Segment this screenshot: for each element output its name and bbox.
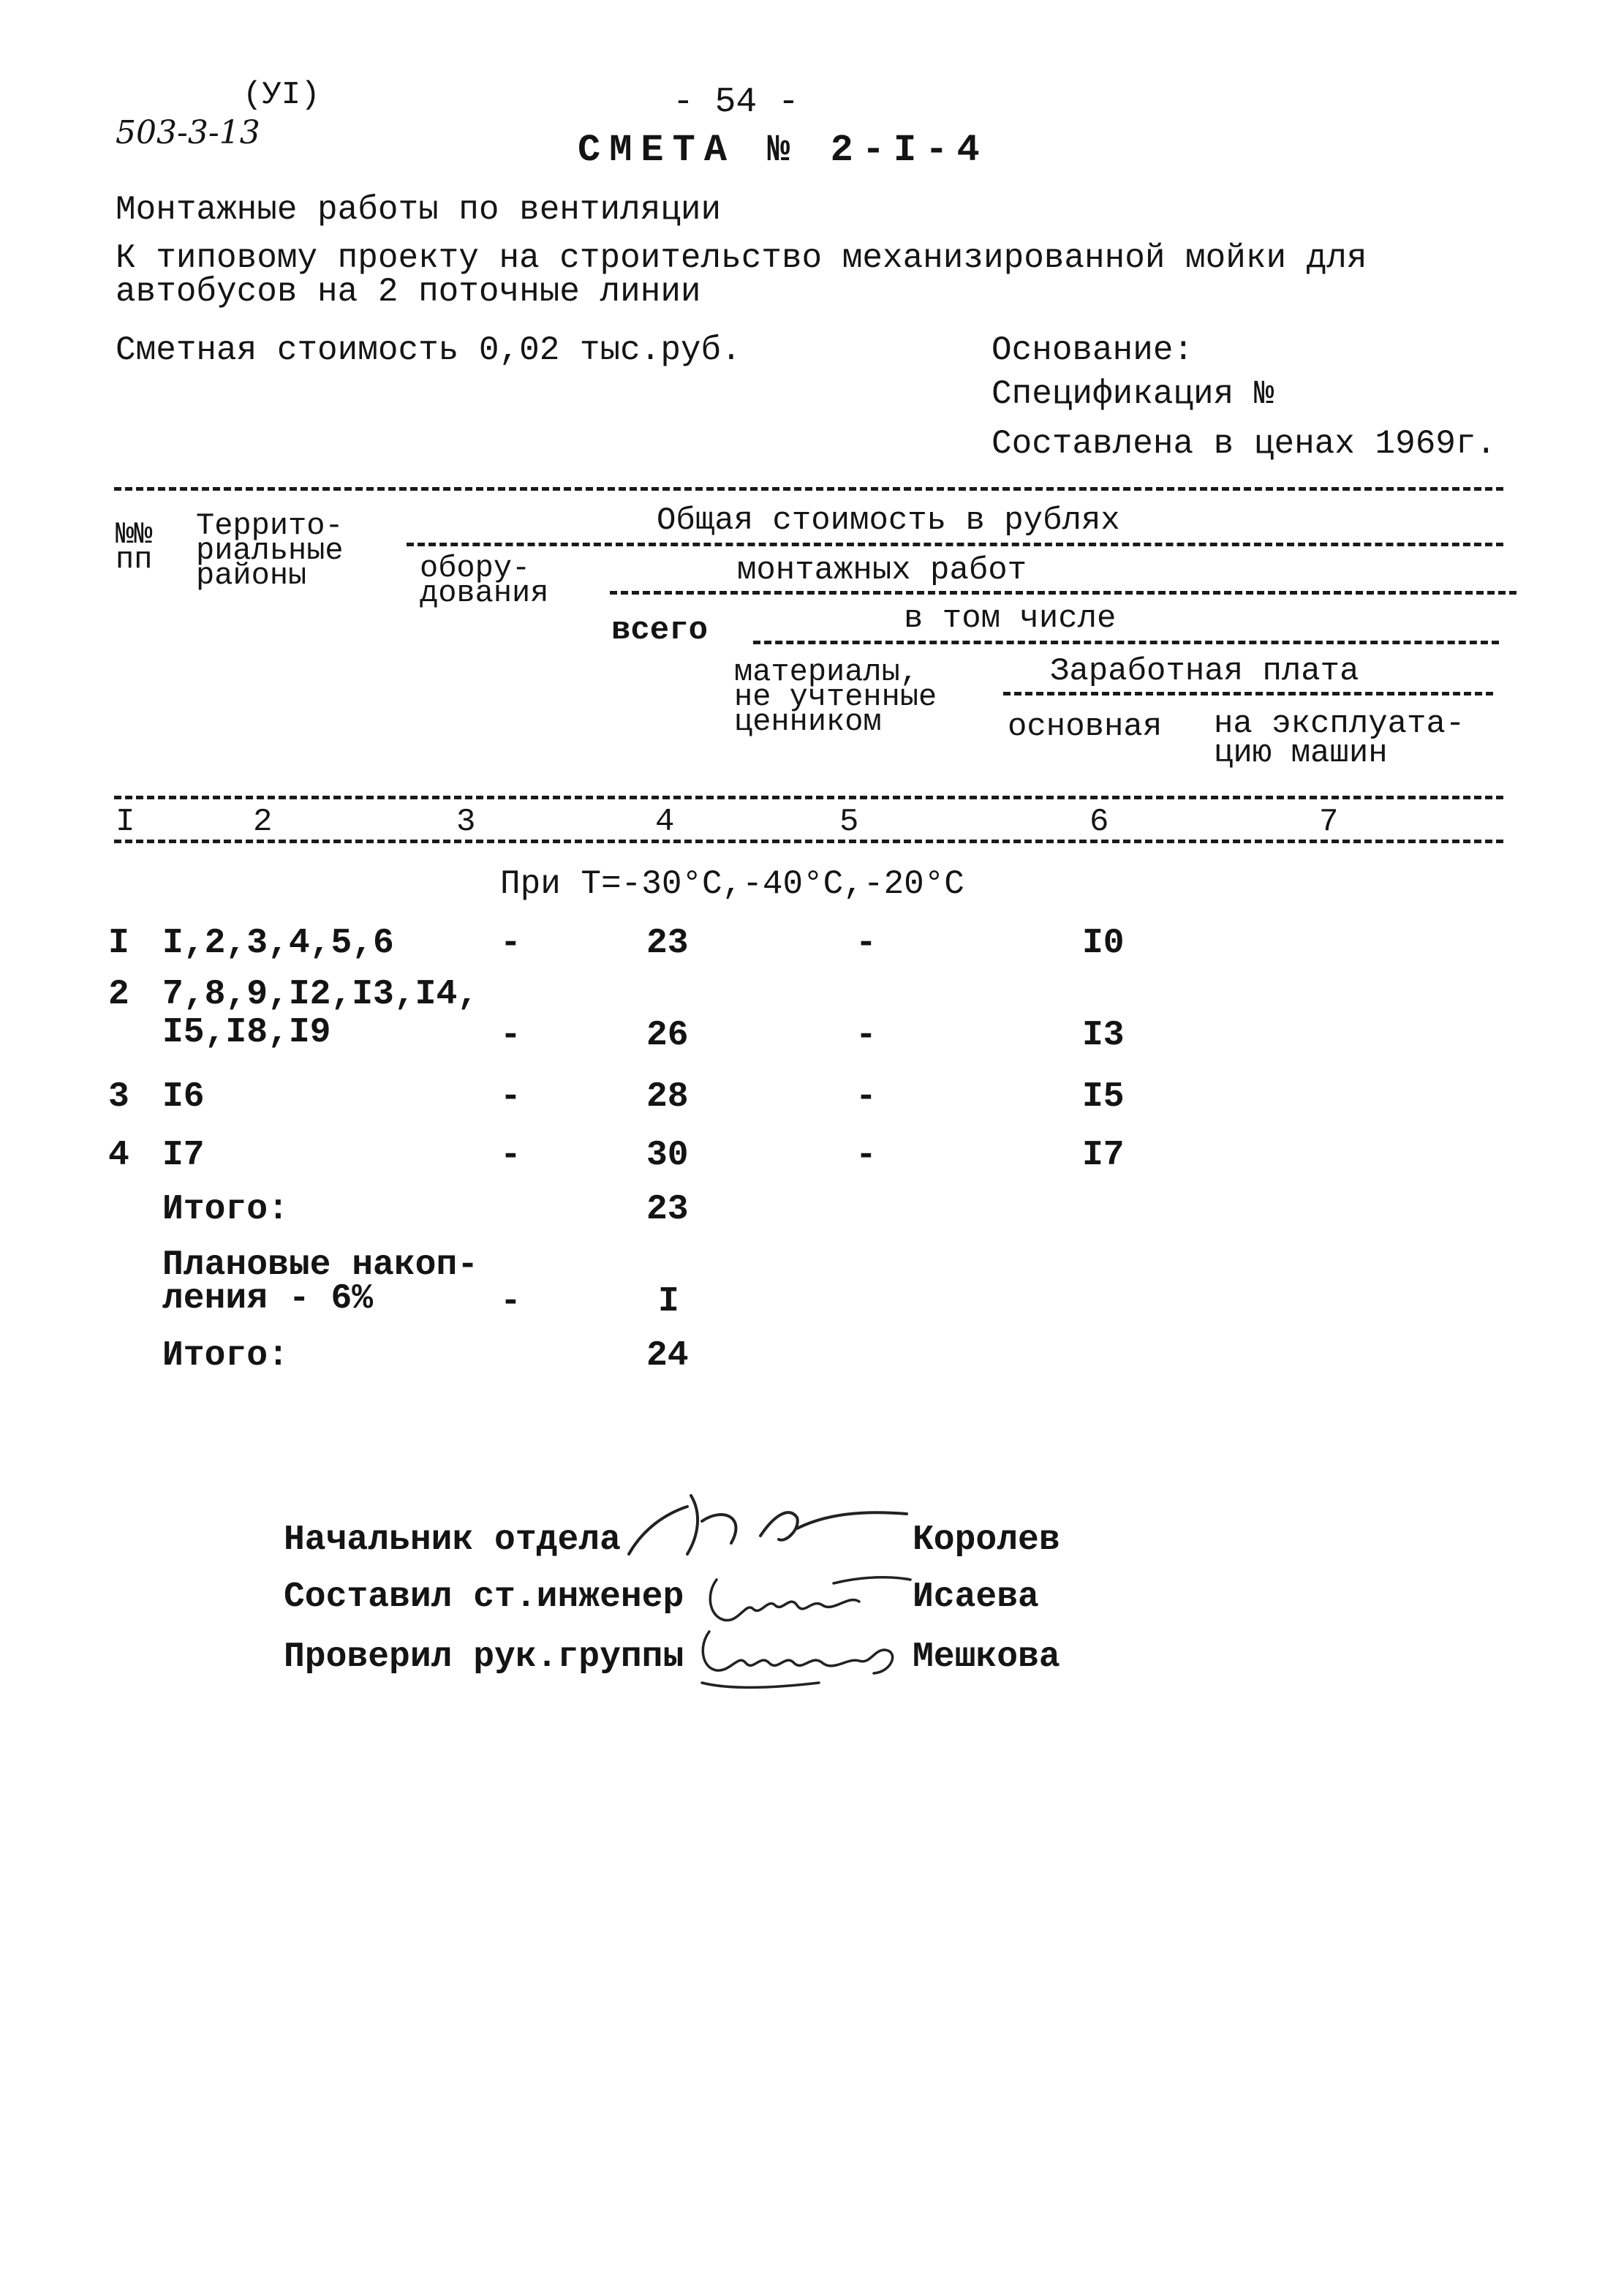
row-1-materials: - <box>856 924 877 963</box>
column-machines-header-line2: цию машин <box>1214 735 1388 772</box>
column-materials-header <box>734 655 937 739</box>
subtotal-value: 23 <box>646 1190 689 1229</box>
row-2-wages: I3 <box>1082 1016 1125 1055</box>
row-2-materials: - <box>856 1016 877 1055</box>
row-3-number: 3 <box>108 1077 129 1117</box>
including-header: в том числе <box>904 600 1117 637</box>
column-number-6: 6 <box>1089 804 1109 840</box>
grand-total-label: Итого: <box>162 1336 289 1376</box>
column-number-5: 5 <box>839 804 859 840</box>
signature-name-compiler: Исаева <box>913 1577 1039 1617</box>
row-1-wages: I0 <box>1082 924 1125 963</box>
column-region-header <box>196 508 344 593</box>
row-4-total: 30 <box>646 1136 689 1175</box>
signature-name-checker: Мешкова <box>913 1637 1060 1677</box>
column-materials-header-line2: не учтенные <box>734 679 937 715</box>
column-number-3: 3 <box>456 804 476 840</box>
row-3-equipment: - <box>500 1077 521 1117</box>
column-machines-header-line1: на эксплуата- <box>1214 706 1465 742</box>
column-number-4: 4 <box>655 804 675 840</box>
column-materials-header-line3: ценником <box>734 704 882 739</box>
overhead-value: I <box>658 1282 679 1322</box>
wages-header: Заработная плата <box>1050 653 1359 690</box>
sheet-mark: (УI) <box>243 77 320 113</box>
column-numbers-rule <box>114 840 1503 843</box>
specification-label: Спецификация № <box>992 375 1274 413</box>
row-3-regions: I6 <box>162 1077 205 1117</box>
signature-checker-scribble <box>687 1621 914 1694</box>
column-number-2: 2 <box>253 804 273 840</box>
column-equipment-header <box>420 551 549 611</box>
grand-total-value: 24 <box>646 1336 689 1376</box>
overhead-equipment: - <box>500 1282 521 1322</box>
row-4-materials: - <box>856 1136 877 1175</box>
row-1-equipment: - <box>500 924 521 963</box>
page-number: - 54 - <box>673 83 799 122</box>
including-rule <box>753 641 1499 644</box>
column-number-header-line2: пп <box>116 542 153 577</box>
table-top-rule <box>114 487 1503 491</box>
column-wages-basic-header: основная <box>1008 709 1163 745</box>
project-description-line2: автобусов на 2 поточные линии <box>116 273 701 311</box>
row-3-materials: - <box>856 1077 877 1117</box>
signature-role-compiler: Составил ст.инженер <box>284 1577 684 1617</box>
column-number-header <box>116 517 153 577</box>
column-equipment-header-line2: дования <box>420 576 549 611</box>
column-materials-header-line1: материалы, <box>734 655 919 690</box>
document-code: 503-3-13 <box>116 114 260 151</box>
installation-rule <box>610 591 1517 595</box>
column-equipment-header-line1: обору- <box>420 551 531 586</box>
project-description-line1: К типовому проекту на строительство механизированной мойки для <box>116 239 1367 277</box>
column-region-header-line1: Террито- <box>196 508 344 543</box>
overhead-label-line2: ления - 6% <box>162 1279 374 1319</box>
row-1-regions: I,2,3,4,5,6 <box>162 924 394 963</box>
row-3-wages: I5 <box>1082 1077 1125 1117</box>
column-number-1: I <box>116 804 135 840</box>
overhead-label-line1: Плановые накоп- <box>162 1245 479 1285</box>
temperature-note: При Т=-30°С,-40°С,-20°С <box>500 865 964 903</box>
installation-header: монтажных работ <box>737 552 1027 589</box>
basis-label: Основание: <box>992 331 1194 369</box>
estimated-cost: Сметная стоимость 0,02 тыс.руб. <box>116 331 741 369</box>
row-4-equipment: - <box>500 1136 521 1175</box>
signature-head-scribble <box>622 1485 914 1565</box>
row-1-total: 23 <box>646 924 689 963</box>
signature-name-head: Королев <box>913 1520 1060 1560</box>
row-4-number: 4 <box>108 1136 129 1175</box>
wages-rule <box>1003 692 1493 695</box>
column-total-header: всего <box>611 612 709 649</box>
column-region-header-line2: риальные <box>196 533 344 568</box>
row-1-number: I <box>108 924 129 963</box>
row-4-wages: I7 <box>1082 1136 1125 1175</box>
row-2-total: 26 <box>646 1016 689 1055</box>
prices-year-label: Составлена в ценах 1969г. <box>992 425 1497 463</box>
column-machines-header <box>1214 706 1465 772</box>
total-cost-rule <box>407 543 1503 546</box>
header-bottom-rule <box>114 796 1503 799</box>
column-region-header-line3: районы <box>196 558 307 593</box>
row-2-equipment: - <box>500 1016 521 1055</box>
row-3-total: 28 <box>646 1077 689 1117</box>
signature-role-checker: Проверил рук.группы <box>284 1637 684 1677</box>
row-2-number: 2 <box>108 975 129 1014</box>
estimate-title: СМЕТА № 2-I-4 <box>578 129 989 172</box>
row-4-regions: I7 <box>162 1136 205 1175</box>
column-number-7: 7 <box>1319 804 1339 840</box>
signature-role-head: Начальник отдела <box>284 1520 621 1560</box>
column-number-header-line1: №№ <box>116 517 153 552</box>
row-2-regions: 7,8,9,I2,I3,I4, <box>162 975 479 1014</box>
subtotal-label: Итого: <box>162 1190 289 1229</box>
work-description: Монтажные работы по вентиляции <box>116 191 722 229</box>
row-2-regions-cont: I5,I8,I9 <box>162 1013 331 1052</box>
total-cost-header: Общая стоимость в рублях <box>657 502 1120 539</box>
